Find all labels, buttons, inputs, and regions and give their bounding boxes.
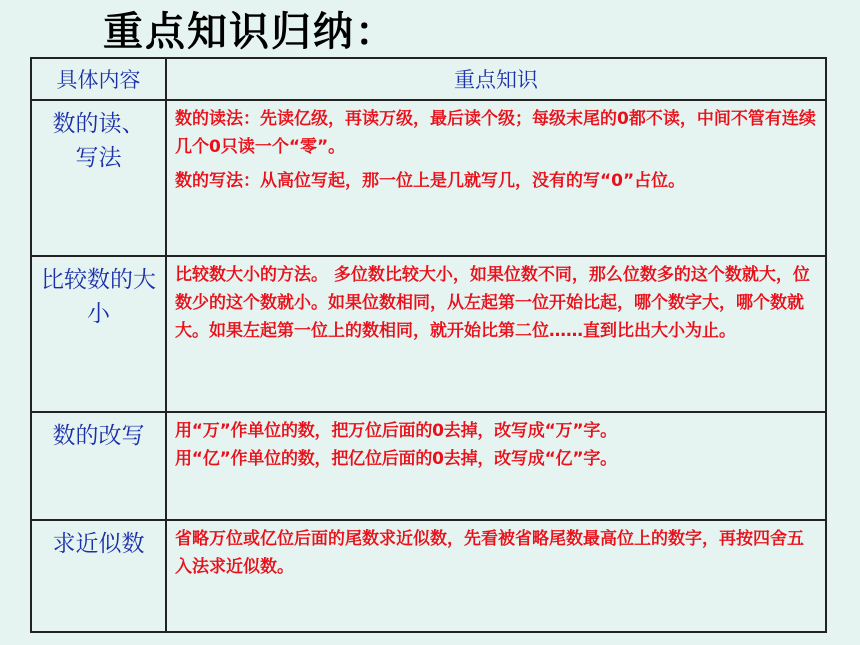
table-row <box>31 256 826 412</box>
table-row <box>31 412 826 520</box>
row-topic-label: 数的读、写法 <box>52 111 145 171</box>
content-paragraph: 用“亿”作单位的数，把亿位后面的0去掉，改写成“亿”字。 <box>175 449 617 469</box>
row-topic <box>31 520 166 632</box>
content-paragraph: 用“万”作单位的数，把万位后面的0去掉，改写成“万”字。 <box>175 421 617 441</box>
header-topic: 具体内容 <box>31 58 166 100</box>
header-knowledge: 重点知识 <box>166 58 826 100</box>
content-paragraph: 数的读法：先读亿级，再读万级，最后读个级；每级末尾的0都不读，中间不管有连续几个0只读一个“零”。 <box>175 109 816 157</box>
row-topic-label: 求近似数 <box>52 531 145 557</box>
content-paragraph: 省略万位或亿位后面的尾数求近似数，先看被省略尾数最高位上的数字，再按四舍五入法求近似数。 <box>175 529 804 577</box>
table-header-row <box>31 58 826 100</box>
row-topic <box>31 412 166 520</box>
row-topic <box>31 100 166 256</box>
content-paragraph: 数的写法：从高位写起，那一位上是几就写几，没有的写“0”占位。 <box>175 171 686 191</box>
row-content <box>166 520 826 632</box>
row-content <box>166 100 826 256</box>
row-topic <box>31 256 166 412</box>
table-row <box>31 100 826 256</box>
row-topic-label: 比较数的大小 <box>41 267 156 327</box>
row-content <box>166 412 826 520</box>
page-title: 重点知识归纳： <box>103 9 397 55</box>
row-topic-label: 数的改写 <box>52 423 145 449</box>
content-paragraph: 比较数大小的方法。 多位数比较大小，如果位数不同，那么位数多的这个数就大，位数少的这个数就小。如果位数相同，从左起第一位开始比起，哪个数字大，哪个数就大。如果左起第一位上的数相同，就开始比第二位……直到比出大小为止。 <box>175 265 810 341</box>
knowledge-table <box>30 57 827 633</box>
table-row <box>31 520 826 632</box>
row-content <box>166 256 826 412</box>
